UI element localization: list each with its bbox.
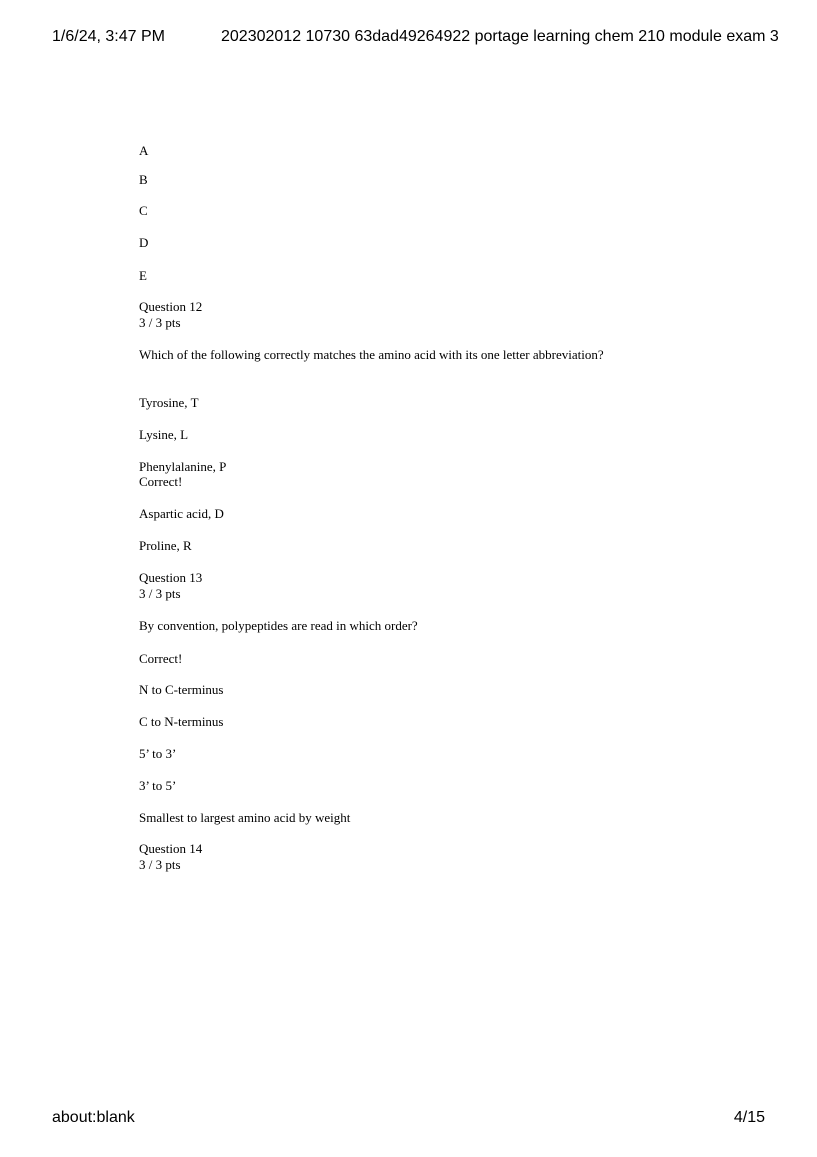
answer-option: Phenylalanine, P	[139, 459, 227, 474]
correct-marker: Correct!	[139, 474, 183, 489]
answer-option: C	[139, 203, 148, 218]
page-number: 4/15	[733, 1109, 765, 1126]
answer-option: Proline, R	[139, 538, 192, 553]
answer-option: Smallest to largest amino acid by weight	[139, 810, 351, 825]
answer-option: B	[139, 172, 148, 187]
question-points: 3 / 3 pts	[139, 586, 181, 601]
print-title: 202302012 10730 63dad49264922 portage learning chem 210 module exam 3	[221, 28, 779, 45]
answer-option: Aspartic acid, D	[139, 506, 224, 521]
answer-option: A	[139, 143, 149, 158]
print-datetime: 1/6/24, 3:47 PM	[52, 28, 165, 45]
question-number: Question 13	[139, 570, 203, 585]
question-number: Question 12	[139, 299, 203, 314]
answer-option: 5’ to 3’	[139, 746, 177, 761]
answer-option: Tyrosine, T	[139, 395, 199, 410]
answer-option: N to C-terminus	[139, 682, 224, 697]
question-prompt: By convention, polypeptides are read in which order?	[139, 618, 418, 633]
answer-option: D	[139, 235, 149, 250]
answer-option: Lysine, L	[139, 427, 189, 442]
answer-option: E	[139, 268, 147, 283]
answer-option: 3’ to 5’	[139, 778, 177, 793]
question-points: 3 / 3 pts	[139, 857, 181, 872]
print-url: about:blank	[52, 1109, 135, 1126]
question-prompt: Which of the following correctly matches the amino acid with its one letter abbreviation?	[139, 347, 604, 362]
correct-marker: Correct!	[139, 651, 183, 666]
question-number: Question 14	[139, 841, 203, 856]
answer-option: C to N-terminus	[139, 714, 224, 729]
question-points: 3 / 3 pts	[139, 315, 181, 330]
